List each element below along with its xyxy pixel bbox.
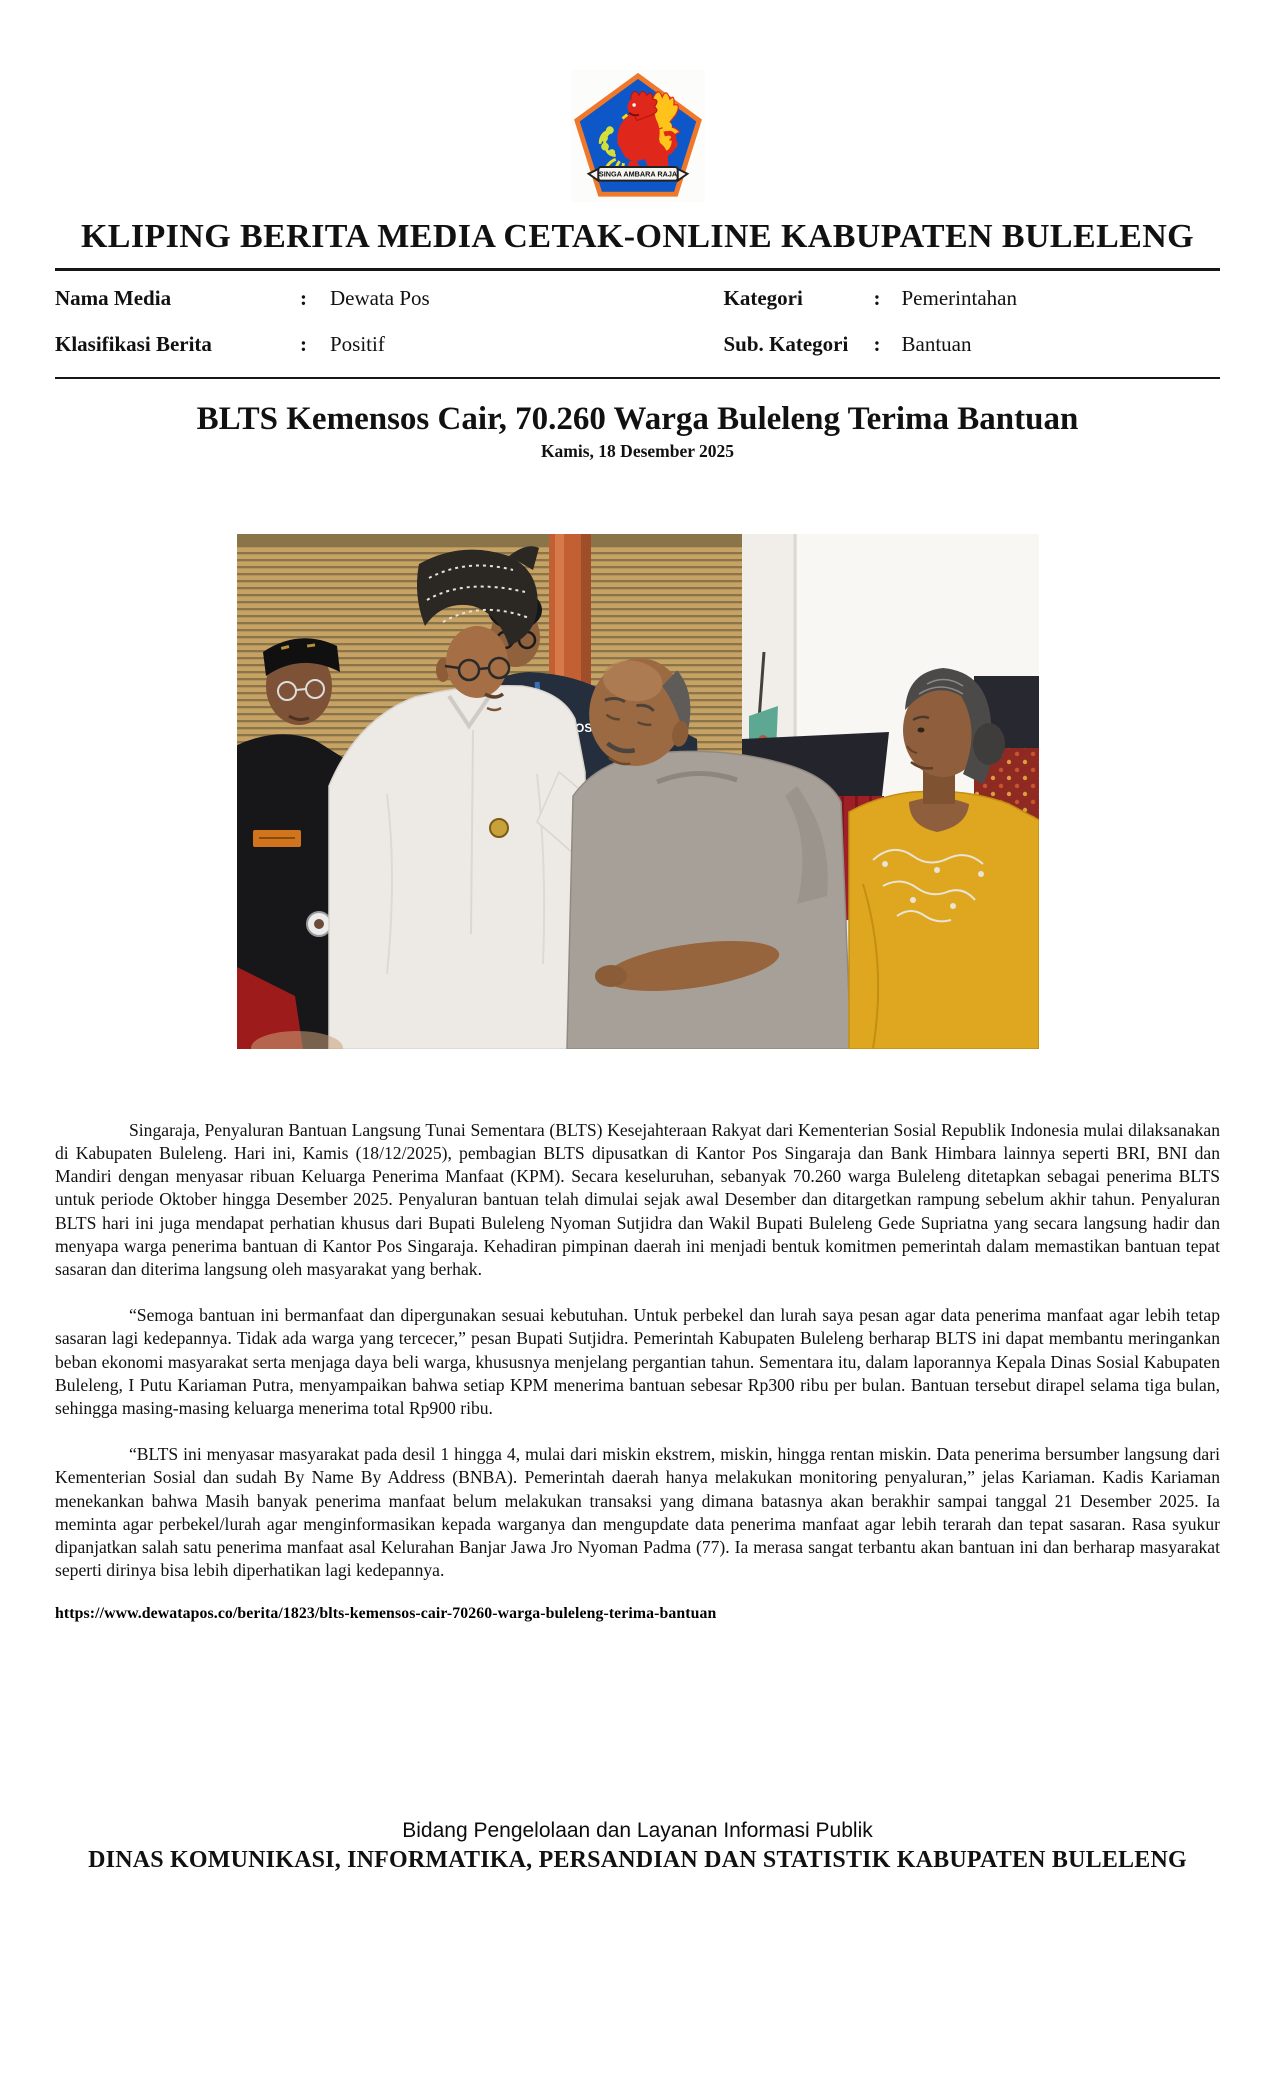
divider-thin <box>55 377 1220 379</box>
article-body <box>0 1119 1275 1583</box>
meta-value: Bantuan <box>901 331 972 356</box>
meta-label: Kategori <box>723 285 803 310</box>
document-footer <box>0 1819 1275 1874</box>
meta-column-left <box>55 281 638 361</box>
buleleng-crest-logo <box>571 70 705 202</box>
logo-container <box>0 0 1275 202</box>
meta-column-right <box>638 281 1221 361</box>
paragraph-1: Singaraja, Penyaluran Bantuan Langsung Tunai Sementara (BLTS) Kesejahteraan Rakyat dari Kementerian Sosial Republik Indonesia mulai dilaksanakan di Kabupaten Buleleng. Hari ini, Kamis (18/12/2025), pembagian BLTS dipusatkan di Kantor Pos Singaraja dan Bank Himbara lainnya seperti BRI, BNI dan Mandiri dengan menyasar ribuan Keluarga Penerima Manfaat (KPM). Secara keseluruhan, sebanyak 70.260 warga Buleleng ditetapkan sebagai penerima BLTS untuk periode Oktober hingga Desember 2025. Penyaluran bantuan telah dimulai sejak awal Desember dan ditargetkan rampung sebelum akhir tahun. Penyaluran BLTS hari ini juga mendapat perhatian khusus dari Bupati Buleleng Nyoman Sutjidra dan Wakil Bupati Buleleng Gede Supriatna yang secara langsung hadir dan menyapa warga penerima bantuan di Kantor Pos Singaraja. Kehadiran pimpinan daerah ini menjadi bentuk komitmen pemerintah dalam memastikan bantuan tepat sasaran dan diterima langsung oleh masyarakat yang berhak. <box>55 1119 1220 1279</box>
footer-division: Bidang Pengelolaan dan Layanan Informasi Publik <box>402 1819 873 1843</box>
meta-table <box>0 271 1275 377</box>
pentagon-crest-icon <box>573 72 703 200</box>
paragraph-3: “BLTS ini menyasar masyarakat pada desil 1 hingga 4, mulai dari miskin ekstrem, miskin, hingga rentan miskin. Data penerima bersumber langsung dari Kementerian Sosial dan sudah By Name By Address (BNBA). Pemerintah daerah hanya melakukan monitoring penyaluran,” jelas Kariaman. Kadis Kariaman menekankan bahwa Masih banyak penerima manfaat belum melakukan transaksi yang dimana batasnya akan berakhir sampai tanggal 21 Desember 2025. Ia meminta agar perbekel/lurah agar menginformasikan kepada warganya dan mengupdate data penerima manfaat agar lebih terarah dan tepat sasaran. Rasa syukur dipanjatkan salah satu penerima manfaat asal Kelurahan Banjar Jawa Jro Nyoman Padma (77). Ia merasa sangat terbantu akan bantuan ini dan berharap masyarakat seperti dirinya bisa lebih diperhatikan lagi kedepannya. <box>55 1444 1220 1581</box>
meta-separator: : <box>873 331 881 356</box>
meta-label: Klasifikasi Berita <box>55 331 212 356</box>
article-photo <box>237 534 1039 1049</box>
meta-value: Dewata Pos <box>330 285 430 310</box>
page-title: KLIPING BERITA MEDIA CETAK-ONLINE KABUPATEN BULELENG <box>80 218 1195 255</box>
meta-row-nama-media <box>55 286 638 311</box>
meta-label: Sub. Kategori <box>723 331 849 356</box>
meta-row-klasifikasi <box>55 332 638 357</box>
shirt-logo-text: POS <box>566 720 592 735</box>
meta-value: Pemerintahan <box>901 285 1017 310</box>
photo-illustration <box>237 534 1039 1049</box>
meta-separator: : <box>300 331 307 356</box>
source-url-link[interactable]: https://www.dewatapos.co/berita/1823/blts-kemensos-cair-70260-warga-buleleng-terima-bantuan <box>55 1605 717 1623</box>
meta-row-kategori <box>724 286 1221 311</box>
meta-value: Positif <box>330 331 385 356</box>
meta-separator: : <box>873 285 881 310</box>
crest-banner-text: SINGA AMBARA RAJA <box>598 169 677 179</box>
meta-separator: : <box>300 285 307 310</box>
meta-row-sub-kategori <box>724 332 1221 357</box>
meta-label: Nama Media <box>55 285 172 310</box>
paragraph-2: “Semoga bantuan ini bermanfaat dan dipergunakan sesuai kebutuhan. Untuk perbekel dan lurah saya pesan agar data penerima manfaat agar lebih tetap sasaran lagi kedepannya. Tidak ada warga yang tercecer,” pesan Bupati Sutjidra. Pemerintah Kabupaten Buleleng berharap BLTS ini dapat membantu meringankan beban ekonomi masyarakat serta menjaga daya beli warga, khususnya menjelang pergantian tahun. Sementara itu, dalam laporannya Kepala Dinas Sosial Kabupaten Buleleng, I Putu Kariaman Putra, menyampaikan bahwa setiap KPM menerima bantuan sebesar Rp300 ribu per bulan. Bantuan tersebut dirapel selama tiga bulan, sehingga masing-masing keluarga menerima total Rp900 ribu. <box>55 1305 1220 1418</box>
footer-agency: DINAS KOMUNIKASI, INFORMATIKA, PERSANDIAN DAN STATISTIK KABUPATEN BULELENG <box>88 1847 1187 1874</box>
article-title: BLTS Kemensos Cair, 70.260 Warga Buleleng Terima Bantuan <box>196 401 1079 438</box>
article-date: Kamis, 18 Desember 2025 <box>540 440 735 461</box>
